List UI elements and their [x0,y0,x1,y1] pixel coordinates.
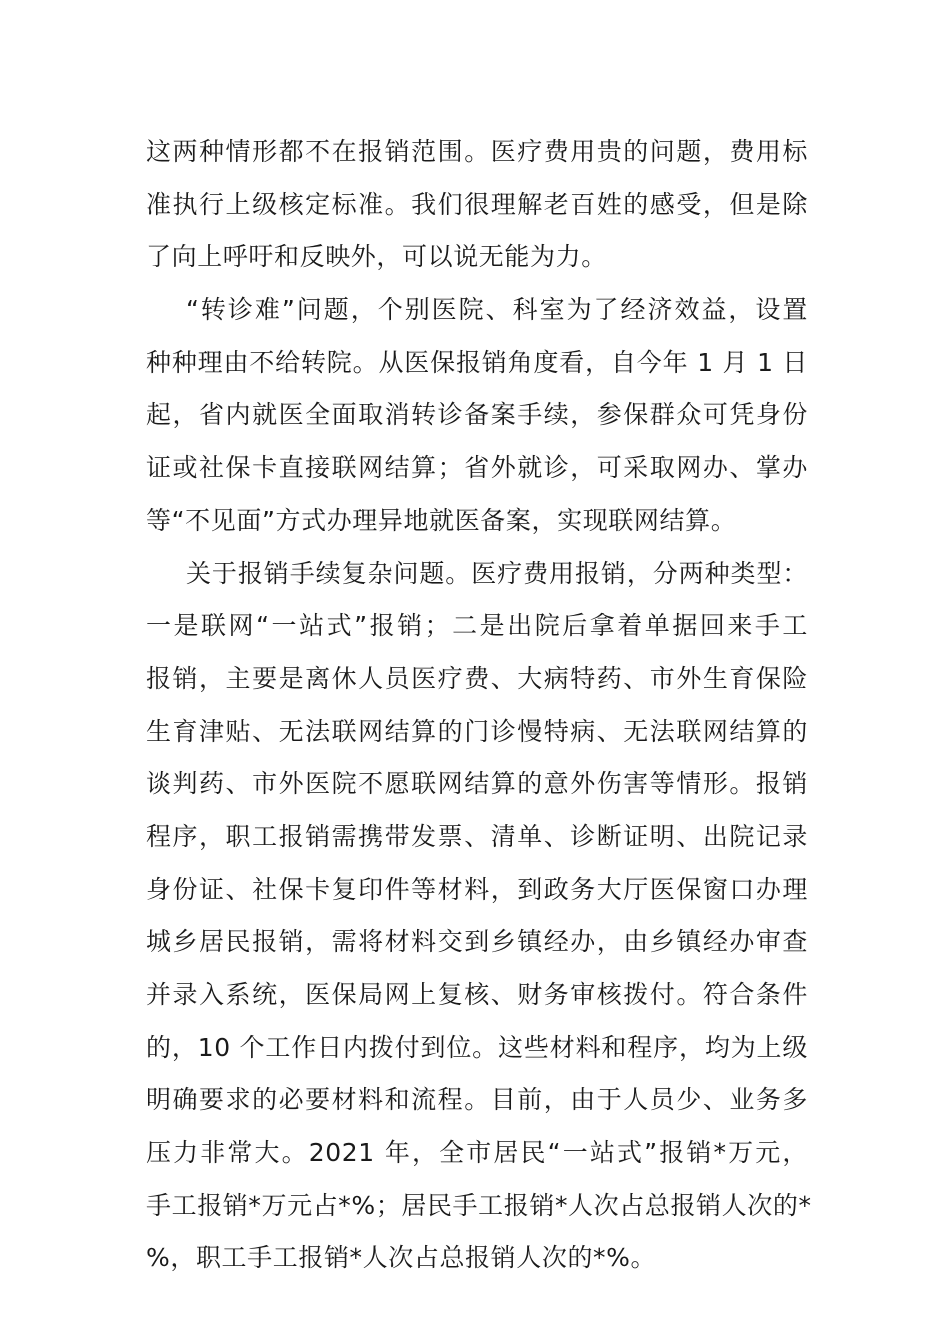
paragraph-line: 关于报销手续复杂问题。医疗费用报销，分两种类型： [186,558,808,588]
paragraph-line: 这两种情形都不在报销范围。医疗费用贵的问题，费用标 [146,137,808,166]
paragraph-3 [146,548,812,1286]
paragraph-line: 等“不见面”方式办理异地就医备案，实现联网结算。 [146,505,737,535]
paragraph-line: 并录入系统，医保局网上复核、财务审核拨付。符合条件 [146,980,808,1009]
document-body [146,126,812,1285]
paragraph-line: 种种理由不给转院。从医保报销角度看，自今年 1 月 1 日 [146,347,808,377]
paragraph-2 [146,284,808,547]
paragraph-line: 程序，职工报销需携带发票、清单、诊断证明、出院记录 [146,821,808,851]
paragraph-line: 起，省内就医全面取消转诊备案手续，参保群众可凭身份 [146,400,808,430]
paragraph-line: 了向上呼吁和反映外，可以说无能为力。 [146,242,607,272]
paragraph-line: 城乡居民报销，需将材料交到乡镇经办，由乡镇经办审查 [146,927,808,957]
paragraph-line: 手工报销*万元占*%；居民手工报销*人次占总报销人次的* [146,1190,812,1220]
paragraph-line: 生育津贴、无法联网结算的门诊慢特病、无法联网结算的 [146,716,808,746]
paragraph-line: 证或社保卡直接联网结算；省外就诊，可采取网办、掌办 [146,453,808,483]
paragraph-line: “转诊难”问题，个别医院、科室为了经济效益，设置 [186,295,808,325]
paragraph-line: 一是联网“一站式”报销；二是出院后拿着单据回来手工 [146,611,808,641]
paragraph-line: %，职工手工报销*人次占总报销人次的*%。 [146,1243,657,1273]
paragraph-line: 准执行上级核定标准。我们很理解老百姓的感受，但是除 [146,189,808,219]
paragraph-line: 谈判药、市外医院不愿联网结算的意外伤害等情形。报销 [146,769,808,799]
paragraph-1 [146,126,808,284]
paragraph-line: 报销，主要是离休人员医疗费、大病特药、市外生育保险 [146,663,808,693]
paragraph-line: 明确要求的必要材料和流程。目前，由于人员少、业务多 [146,1085,808,1115]
paragraph-line: 身份证、社保卡复印件等材料，到政务大厅医保窗口办理 [146,874,808,904]
paragraph-line: 压力非常大。2021 年，全市居民“一站式”报销*万元， [146,1138,808,1168]
paragraph-line: 的，10 个工作日内拨付到位。这些材料和程序，均为上级 [146,1032,808,1062]
